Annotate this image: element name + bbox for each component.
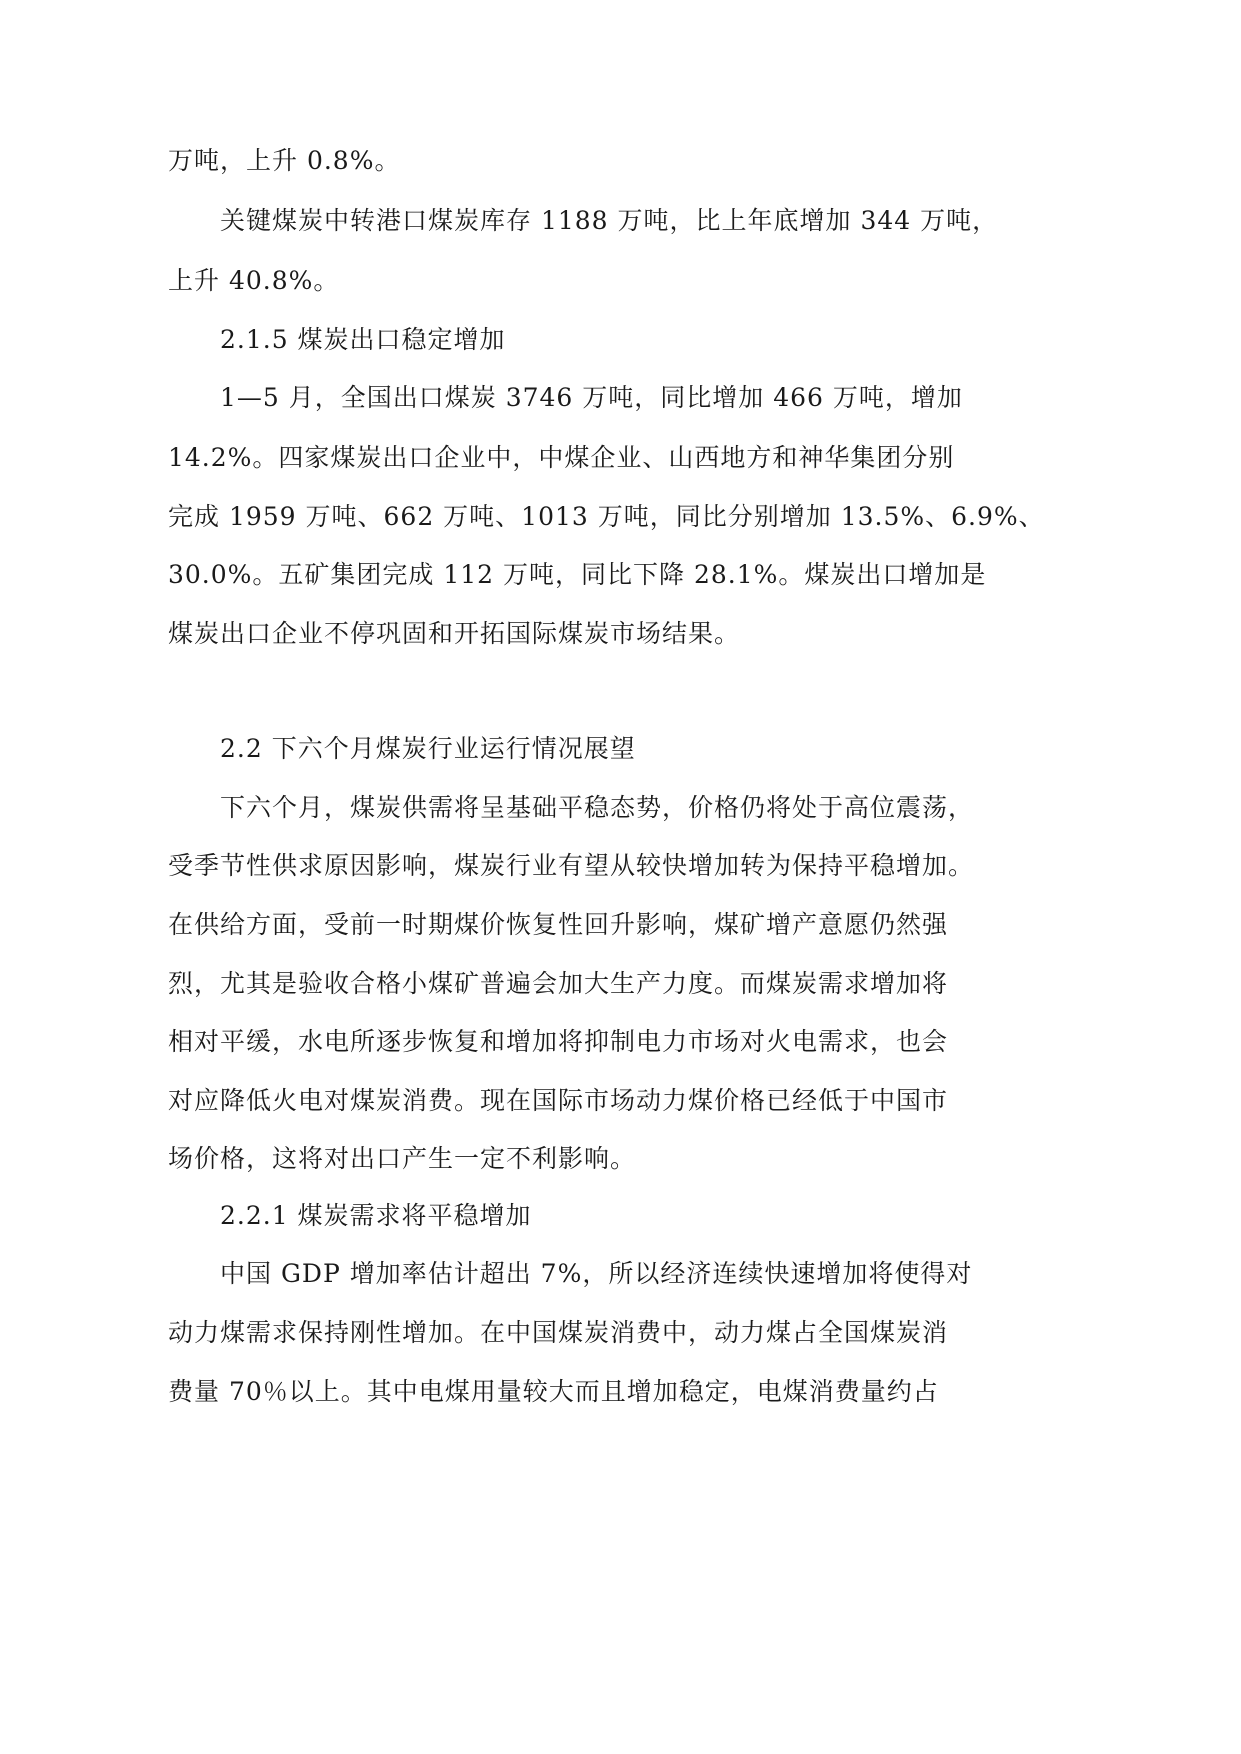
section-heading: 2.2.1 煤炭需求将平稳增加 (220, 1201, 532, 1230)
body-text-line: 14.2%。四家煤炭出口企业中，中煤企业、山西地方和神华集团分别 (168, 443, 955, 472)
section-heading: 2.2 下六个月煤炭行业运行情况展望 (220, 734, 636, 763)
body-text-line: 上升 40.8%。 (168, 266, 340, 295)
body-text-line: 动力煤需求保持刚性增加。在中国煤炭消费中，动力煤占全国煤炭消 (168, 1318, 949, 1347)
body-text-line: 在供给方面，受前一时期煤价恢复性回升影响，煤矿增产意愿仍然强 (168, 910, 949, 939)
body-text-line: 受季节性供求原因影响，煤炭行业有望从较快增加转为保持平稳增加。 (168, 851, 975, 880)
body-text-line: 下六个月，煤炭供需将呈基础平稳态势，价格仍将处于高位震荡， (220, 793, 975, 822)
body-text-line: 费量 70％以上。其中电煤用量较大而且增加稳定，电煤消费量约占 (168, 1377, 939, 1406)
body-text-line: 万吨，上升 0.8%。 (168, 146, 401, 175)
body-text-line: 相对平缓，水电所逐步恢复和增加将抑制电力市场对火电需求，也会 (168, 1027, 949, 1056)
body-text-line: 30.0%。五矿集团完成 112 万吨，同比下降 28.1%。煤炭出口增加是 (168, 560, 987, 589)
body-text-line: 煤炭出口企业不停巩固和开拓国际煤炭市场结果。 (168, 619, 741, 648)
body-text-line: 完成 1959 万吨、662 万吨、1013 万吨，同比分别增加 13.5%、6.9%、 (168, 502, 1045, 531)
body-text-line: 关键煤炭中转港口煤炭库存 1188 万吨，比上年底增加 344 万吨， (220, 206, 999, 235)
body-text-line: 中国 GDP 增加率估计超出 7%，所以经济连续快速增加将使得对 (220, 1259, 973, 1288)
body-text-line: 对应降低火电对煤炭消费。现在国际市场动力煤价格已经低于中国市 (168, 1086, 949, 1115)
section-heading: 2.1.5 煤炭出口稳定增加 (220, 325, 506, 354)
body-text-line: 场价格，这将对出口产生一定不利影响。 (168, 1144, 637, 1173)
body-text-line: 烈，尤其是验收合格小煤矿普遍会加大生产力度。而煤炭需求增加将 (168, 969, 949, 998)
body-text-line: 1—5 月，全国出口煤炭 3746 万吨，同比增加 466 万吨，增加 (220, 383, 963, 412)
